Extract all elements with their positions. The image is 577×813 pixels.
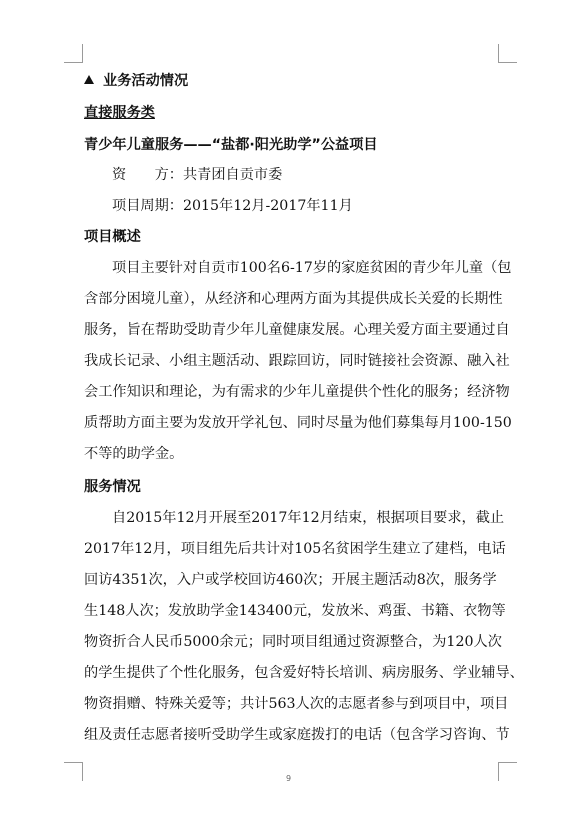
category-label: 直接服务类 bbox=[84, 105, 155, 121]
period-line: 项目周期：2015年12月-2017年11月 bbox=[112, 198, 353, 214]
section-heading: 业务活动情况 bbox=[84, 71, 188, 91]
funder-line: 资 方：共青团自贡市委 bbox=[112, 167, 283, 183]
crop-mark-top-left-h bbox=[64, 62, 83, 63]
overview-line: 项目主要针对自贡市100名6-17岁的家庭贫困的青少年儿童（包 bbox=[112, 260, 512, 276]
service-line: 回访4351次，入户或学校回访460次；开展主题活动8次，服务学 bbox=[84, 572, 497, 588]
project-title: 青少年儿童服务——“盐都·阳光助学”公益项目 bbox=[84, 137, 378, 153]
overview-line: 含部分困境儿童），从经济和心理两方面为其提供成长关爱的长期性 bbox=[84, 291, 503, 307]
crop-mark-bottom-left-h bbox=[64, 762, 83, 763]
overview-line: 服务，旨在帮助受助青少年儿童健康发展。心理关爱方面主要通过自 bbox=[84, 322, 510, 338]
service-line: 组及责任志愿者接听受助学生或家庭拨打的电话（包含学习咨询、节 bbox=[84, 727, 510, 743]
page-number: 9 bbox=[285, 774, 292, 783]
overview-line: 会工作知识和理论，为有需求的少年儿童提供个性化的服务；经济物 bbox=[84, 384, 510, 400]
service-heading: 服务情况 bbox=[84, 479, 141, 495]
service-line: 的学生提供了个性化服务，包含爱好特长培训、病房服务、学业辅导、 bbox=[84, 665, 524, 681]
service-line: 物资折合人民币5000余元；同时项目组通过资源整合，为120人次 bbox=[84, 634, 502, 650]
crop-mark-bottom-right-h bbox=[498, 762, 517, 763]
service-line: 自2015年12月开展至2017年12月结束，根据项目要求，截止 bbox=[112, 510, 505, 526]
service-line: 物资捐赠、特殊关爱等；共计563人次的志愿者参与到项目中，项目 bbox=[84, 696, 509, 712]
service-line: 生148人次；发放助学金143400元，发放米、鸡蛋、书籍、衣物等 bbox=[84, 603, 506, 619]
crop-mark-top-left bbox=[82, 44, 83, 63]
overview-line: 不等的助学金。 bbox=[84, 446, 184, 462]
crop-mark-top-right bbox=[498, 44, 499, 63]
service-line: 2017年12月，项目组先后共计对105名贫困学生建立了建档，电话 bbox=[84, 541, 506, 557]
crop-mark-top-right-h bbox=[498, 62, 517, 63]
triangle-icon bbox=[84, 75, 94, 84]
overview-heading: 项目概述 bbox=[84, 229, 141, 245]
overview-line: 质帮助方面主要为发放开学礼包、同时尽量为他们募集每月100-150 bbox=[84, 415, 512, 431]
overview-line: 我成长记录、小组主题活动、跟踪回访，同时链接社会资源、融入社 bbox=[84, 353, 510, 369]
